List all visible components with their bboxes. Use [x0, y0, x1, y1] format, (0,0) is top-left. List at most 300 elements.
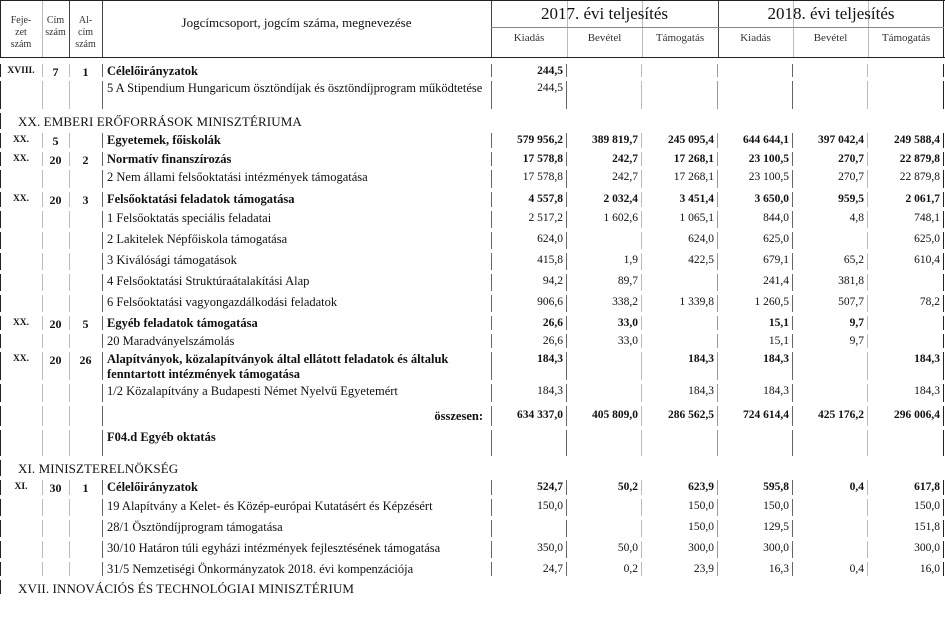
value-bevetel-2018: 0,4 — [849, 563, 864, 575]
cell-border — [566, 81, 567, 109]
chapter-number: XX. — [12, 354, 30, 364]
value-kiadas-2017: 94,2 — [542, 275, 563, 287]
item-description: Egyetemek, főiskolák — [107, 133, 221, 147]
value-bevetel-2017: 33,0 — [617, 317, 638, 329]
cell-border — [717, 64, 718, 77]
cell-border — [943, 562, 944, 576]
group-row — [0, 314, 945, 332]
item-description: 28/1 Ösztöndíjprogram támogatása — [107, 520, 283, 534]
section-heading-row — [0, 111, 945, 131]
value-tamogatas-2017: 624,0 — [688, 233, 714, 245]
cell-border — [42, 406, 43, 426]
cell-border — [943, 352, 944, 380]
value-kiadas-2017: 17 578,8 — [522, 171, 563, 183]
cell-border — [102, 81, 103, 109]
cell-border — [943, 170, 944, 188]
value-tamogatas-2017: 184,3 — [688, 385, 714, 397]
value-bevetel-2018: 65,2 — [843, 254, 864, 266]
cell-border — [641, 64, 642, 77]
cell-border — [69, 406, 70, 426]
item-row — [0, 332, 945, 350]
table-body — [0, 62, 945, 596]
item-description: 31/5 Nemzetiségi Önkormányzatok 2018. évi kompenzációja — [107, 562, 414, 576]
cell-border — [0, 406, 1, 426]
subtitle-number: 3 — [82, 193, 89, 207]
cell-border — [641, 316, 642, 330]
cell-border — [943, 81, 944, 109]
value-tamogatas-2017: 1 065,1 — [679, 212, 714, 224]
cell-border — [42, 253, 43, 270]
chapter-number: XVIII. — [7, 66, 35, 76]
value-kiadas-2018: 15,1 — [768, 335, 789, 347]
cell-border — [0, 384, 1, 402]
value-kiadas-2017: 624,0 — [537, 233, 563, 245]
item-description: 19 Alapítvány a Kelet- és Közép-európai Kutatásért és Képzésért — [107, 499, 433, 513]
item-row — [0, 518, 945, 539]
cell-border — [0, 211, 1, 228]
cell-border — [792, 430, 793, 456]
cell-border — [42, 499, 43, 516]
chapter-number: XI. — [14, 482, 28, 492]
value-kiadas-2017: 17 578,8 — [522, 153, 563, 165]
header-fejezet-szam: Feje- zet szám — [10, 15, 32, 50]
value-tamogatas-2018: 184,3 — [914, 385, 940, 397]
value-kiadas-2018: 724 614,4 — [743, 409, 789, 421]
title-number: 20 — [49, 153, 62, 167]
row-border — [0, 113, 1, 129]
cell-border — [42, 170, 43, 188]
item-row — [0, 497, 945, 518]
cell-border — [102, 274, 103, 291]
cell-border — [867, 334, 868, 348]
cell-border — [102, 133, 103, 148]
value-tamogatas-2018: 22 879,8 — [899, 153, 940, 165]
cell-border — [792, 499, 793, 516]
value-kiadas-2017: 415,8 — [537, 254, 563, 266]
cell-border — [867, 81, 868, 109]
value-bevetel-2017: 50,2 — [617, 481, 638, 493]
item-description: 5 A Stipendium Hungaricum ösztöndíjak és ösztöndíjprogram működtetése — [107, 81, 483, 95]
title-number: 30 — [49, 481, 62, 495]
value-tamogatas-2017: 17 268,1 — [673, 153, 714, 165]
value-bevetel-2017: 89,7 — [617, 275, 638, 287]
cell-border — [566, 64, 567, 77]
group-row — [0, 190, 945, 209]
item-description: 3 Kiválósági támogatások — [107, 253, 237, 267]
value-kiadas-2018: 129,5 — [763, 521, 789, 533]
cell-border — [69, 499, 70, 516]
cell-border — [0, 232, 1, 249]
cell-border — [867, 430, 868, 456]
cell-border — [0, 430, 1, 456]
cell-border — [69, 133, 70, 148]
value-kiadas-2017: 579 956,2 — [517, 134, 563, 146]
cell-border — [0, 274, 1, 291]
value-bevetel-2018: 507,7 — [838, 296, 864, 308]
value-kiadas-2018: 184,3 — [763, 353, 789, 365]
value-kiadas-2017: 150,0 — [537, 500, 563, 512]
total-row — [0, 404, 945, 428]
cell-border — [943, 232, 944, 249]
value-tamogatas-2017: 1 339,8 — [679, 296, 714, 308]
cell-border — [566, 352, 567, 380]
value-bevetel-2017: 242,7 — [612, 171, 638, 183]
cell-border — [69, 170, 70, 188]
value-tamogatas-2017: 245 095,4 — [668, 134, 714, 146]
value-kiadas-2017: 906,6 — [537, 296, 563, 308]
value-bevetel-2018: 0,4 — [849, 481, 864, 493]
value-kiadas-2018: 1 260,5 — [754, 296, 789, 308]
cell-border — [42, 81, 43, 109]
item-description: 2 Lakitelek Népfőiskola támogatása — [107, 232, 288, 246]
cell-border — [102, 384, 103, 402]
item-row — [0, 382, 945, 404]
cell-border — [641, 334, 642, 348]
cell-border — [102, 562, 103, 576]
cell-border — [717, 81, 718, 109]
value-bevetel-2018: 959,5 — [838, 193, 864, 205]
value-bevetel-2018: 270,7 — [838, 153, 864, 165]
cell-border — [42, 211, 43, 228]
value-kiadas-2018: 150,0 — [763, 500, 789, 512]
value-kiadas-2017: 350,0 — [537, 542, 563, 554]
value-kiadas-2017: 184,3 — [537, 353, 563, 365]
group-row — [0, 62, 945, 79]
cell-border — [69, 430, 70, 456]
cell-border — [491, 430, 492, 456]
item-description: 1/2 Közalapítvány a Budapesti Német Nyelvű Egyetemért — [107, 384, 398, 398]
cell-border — [42, 541, 43, 558]
item-description: Célelőirányzatok — [107, 480, 198, 494]
value-tamogatas-2017: 150,0 — [688, 521, 714, 533]
cell-border — [69, 211, 70, 228]
title-number: 5 — [52, 134, 59, 148]
cell-border — [69, 295, 70, 312]
cell-border — [0, 562, 1, 576]
subtitle-number: 2 — [82, 153, 89, 167]
value-kiadas-2017: 2 517,2 — [528, 212, 563, 224]
cell-border — [566, 499, 567, 516]
cell-border — [566, 232, 567, 249]
value-kiadas-2017: 244,5 — [537, 65, 563, 77]
cell-border — [102, 352, 103, 380]
row-border — [0, 580, 1, 594]
cell-border — [0, 295, 1, 312]
cell-border — [792, 232, 793, 249]
cell-border — [42, 562, 43, 576]
cell-border — [566, 520, 567, 537]
value-kiadas-2017: 634 337,0 — [517, 409, 563, 421]
item-description: 2 Nem állami felsőoktatási intézmények támogatása — [107, 170, 368, 184]
value-bevetel-2018: 381,8 — [838, 275, 864, 287]
value-tamogatas-2017: 300,0 — [688, 542, 714, 554]
cell-border — [566, 384, 567, 402]
value-tamogatas-2017: 623,9 — [688, 481, 714, 493]
cell-border — [943, 480, 944, 495]
cell-border — [0, 170, 1, 188]
value-kiadas-2018: 241,4 — [763, 275, 789, 287]
subtitle-number: 1 — [82, 481, 89, 495]
subtitle-number: 1 — [82, 65, 89, 79]
value-tamogatas-2018: 16,0 — [919, 563, 940, 575]
value-kiadas-2017: 24,7 — [542, 563, 563, 575]
item-description: 6 Felsőoktatási vagyongazdálkodási feladatok — [107, 295, 338, 309]
cell-border — [69, 562, 70, 576]
cell-border — [69, 334, 70, 348]
cell-border — [641, 274, 642, 291]
cell-border — [0, 541, 1, 558]
cell-border — [943, 192, 944, 207]
value-kiadas-2018: 625,0 — [763, 233, 789, 245]
value-bevetel-2018: 397 042,4 — [818, 134, 864, 146]
cell-border — [943, 499, 944, 516]
value-kiadas-2018: 23 100,5 — [748, 153, 789, 165]
section-heading-row — [0, 578, 945, 596]
cell-border — [0, 520, 1, 537]
cell-border — [943, 384, 944, 402]
title-number: 20 — [49, 317, 62, 331]
value-tamogatas-2017: 286 562,5 — [668, 409, 714, 421]
cell-border — [943, 316, 944, 330]
cell-border — [792, 520, 793, 537]
cell-border — [69, 232, 70, 249]
item-description: Normatív finanszírozás — [107, 152, 232, 166]
cell-border — [102, 152, 103, 166]
total-label: összesen: — [434, 409, 483, 423]
item-description: 4 Felsőoktatási Struktúraátalakítási Alap — [107, 274, 310, 288]
cell-border — [102, 253, 103, 270]
value-kiadas-2017: 26,6 — [542, 335, 563, 347]
header-tamogatas-2018: Támogatás — [881, 32, 931, 44]
chapter-number: XX. — [12, 194, 30, 204]
cell-border — [42, 334, 43, 348]
value-bevetel-2018: 4,8 — [849, 212, 864, 224]
value-bevetel-2017: 338,2 — [612, 296, 638, 308]
cell-border — [943, 133, 944, 148]
header-tamogatas-2017: Támogatás — [655, 32, 705, 44]
cell-border — [42, 232, 43, 249]
title-number: 20 — [49, 193, 62, 207]
value-tamogatas-2018: 610,4 — [914, 254, 940, 266]
item-description: Egyéb feladatok támogatása — [107, 316, 258, 330]
cell-border — [943, 152, 944, 166]
value-tamogatas-2017: 17 268,1 — [673, 171, 714, 183]
cell-border — [102, 480, 103, 495]
cell-border — [566, 430, 567, 456]
item-description: Célelőirányzatok — [107, 64, 198, 78]
cell-border — [943, 406, 944, 426]
cell-border — [867, 316, 868, 330]
cell-border — [943, 334, 944, 348]
value-kiadas-2018: 23 100,5 — [748, 171, 789, 183]
header-year-2017: 2017. évi teljesítés — [540, 4, 668, 23]
value-tamogatas-2018: 151,8 — [914, 521, 940, 533]
cell-border — [491, 520, 492, 537]
value-tamogatas-2018: 748,1 — [914, 212, 940, 224]
item-row — [0, 293, 945, 314]
value-kiadas-2018: 3 650,0 — [754, 193, 789, 205]
cell-border — [792, 352, 793, 380]
value-bevetel-2017: 242,7 — [612, 153, 638, 165]
table-header — [0, 0, 945, 58]
ministry-heading: XVII. INNOVÁCIÓS ÉS TECHNOLÓGIAI MINISZTÉRIUM — [18, 581, 355, 596]
cell-border — [0, 499, 1, 516]
cell-border — [69, 253, 70, 270]
value-kiadas-2018: 16,3 — [768, 563, 789, 575]
value-tamogatas-2018: 625,0 — [914, 233, 940, 245]
value-tamogatas-2018: 296 006,4 — [894, 409, 940, 421]
value-tamogatas-2018: 249 588,4 — [894, 134, 940, 146]
value-tamogatas-2018: 184,3 — [914, 353, 940, 365]
item-row — [0, 539, 945, 560]
value-kiadas-2017: 4 557,8 — [528, 193, 563, 205]
value-kiadas-2018: 184,3 — [763, 385, 789, 397]
item-row — [0, 230, 945, 251]
section-heading-row — [0, 458, 945, 478]
cell-border — [102, 316, 103, 330]
group-row — [0, 350, 945, 382]
item-row — [0, 79, 945, 111]
cell-border — [102, 211, 103, 228]
header-description: Jogcímcsoport, jogcím száma, megnevezése — [181, 15, 412, 30]
cell-border — [102, 334, 103, 348]
cell-border — [792, 64, 793, 77]
cell-border — [42, 520, 43, 537]
cell-border — [867, 64, 868, 77]
item-description: 20 Maradványelszámolás — [107, 334, 235, 348]
item-description: 1 Felsőoktatás speciális feladatai — [107, 211, 272, 225]
cell-border — [102, 170, 103, 188]
value-tamogatas-2018: 150,0 — [914, 500, 940, 512]
value-kiadas-2017: 184,3 — [537, 385, 563, 397]
cell-border — [943, 211, 944, 228]
item-description: F04.d Egyéb oktatás — [107, 430, 216, 444]
cell-border — [102, 520, 103, 537]
group-row — [0, 131, 945, 150]
value-bevetel-2017: 1,9 — [623, 254, 638, 266]
title-number: 20 — [49, 353, 62, 367]
cell-border — [102, 406, 103, 426]
value-tamogatas-2018: 300,0 — [914, 542, 940, 554]
cell-border — [69, 81, 70, 109]
ministry-heading: XX. EMBERI ERŐFORRÁSOK MINISZTÉRIUMA — [18, 114, 302, 129]
cell-border — [0, 253, 1, 270]
value-kiadas-2018: 644 644,1 — [743, 134, 789, 146]
value-tamogatas-2017: 150,0 — [688, 500, 714, 512]
chapter-number: XX. — [12, 135, 30, 145]
cell-border — [102, 192, 103, 207]
cell-border — [42, 430, 43, 456]
chapter-number: XX. — [12, 154, 30, 164]
value-bevetel-2018: 9,7 — [849, 335, 864, 347]
header-kiadas-2018: Kiadás — [740, 32, 771, 44]
cell-border — [69, 520, 70, 537]
header-bevetel-2018: Bevétel — [813, 32, 848, 44]
value-bevetel-2018: 270,7 — [838, 171, 864, 183]
item-row — [0, 560, 945, 578]
value-bevetel-2017: 2 032,4 — [603, 193, 638, 205]
value-tamogatas-2018: 617,8 — [914, 481, 940, 493]
cell-border — [69, 274, 70, 291]
value-tamogatas-2017: 3 451,4 — [679, 193, 714, 205]
row-border — [0, 460, 1, 476]
cell-border — [42, 295, 43, 312]
cell-border — [102, 232, 103, 249]
cell-border — [943, 274, 944, 291]
value-tamogatas-2017: 422,5 — [688, 254, 714, 266]
value-bevetel-2017: 1 602,6 — [603, 212, 638, 224]
cell-border — [42, 384, 43, 402]
chapter-number: XX. — [12, 318, 30, 328]
item-row — [0, 168, 945, 190]
value-kiadas-2017: 524,7 — [537, 481, 563, 493]
header-cim-szam: Cím szám — [45, 15, 66, 38]
cell-border — [792, 81, 793, 109]
value-tamogatas-2017: 23,9 — [693, 563, 714, 575]
cell-border — [102, 295, 103, 312]
value-kiadas-2018: 595,8 — [763, 481, 789, 493]
value-bevetel-2017: 50,0 — [617, 542, 638, 554]
cell-border — [0, 81, 1, 109]
value-tamogatas-2018: 22 879,8 — [899, 171, 940, 183]
value-tamogatas-2018: 78,2 — [919, 296, 940, 308]
subtitle-number: 5 — [82, 317, 89, 331]
value-tamogatas-2018: 2 061,7 — [905, 193, 940, 205]
cell-border — [102, 430, 103, 456]
cell-border — [641, 81, 642, 109]
value-kiadas-2018: 300,0 — [763, 542, 789, 554]
value-bevetel-2017: 389 819,7 — [592, 134, 638, 146]
cell-border — [943, 541, 944, 558]
header-year-2018: 2018. évi teljesítés — [767, 4, 895, 23]
group-row — [0, 478, 945, 497]
item-description: Felsőoktatási feladatok támogatása — [107, 192, 295, 206]
value-kiadas-2018: 679,1 — [763, 254, 789, 266]
subtitle-number: 26 — [79, 353, 92, 367]
title-number: 7 — [52, 65, 59, 79]
cell-border — [943, 430, 944, 456]
header-alcim-szam: Al- cím szám — [75, 15, 96, 50]
cell-border — [943, 295, 944, 312]
value-kiadas-2017: 244,5 — [537, 82, 563, 94]
header-bevetel-2017: Bevétel — [587, 32, 622, 44]
cell-border — [792, 384, 793, 402]
cell-border — [42, 274, 43, 291]
item-description: 30/10 Határon túli egyházi intézmények fejlesztésének támogatása — [107, 541, 441, 555]
value-bevetel-2017: 0,2 — [623, 563, 638, 575]
item-description: Alapítványok, közalapítványok által ellátott feladatok és általuk fenntartott intézmények támogatása — [107, 352, 449, 381]
item-row — [0, 251, 945, 272]
item-row — [0, 272, 945, 293]
cell-border — [69, 541, 70, 558]
value-kiadas-2018: 15,1 — [768, 317, 789, 329]
cell-border — [102, 541, 103, 558]
cell-border — [943, 64, 944, 77]
ministry-heading: XI. MINISZTERELNÖKSÉG — [18, 461, 179, 476]
value-bevetel-2018: 425 176,2 — [818, 409, 864, 421]
group-row — [0, 428, 945, 458]
cell-border — [69, 384, 70, 402]
cell-border — [717, 430, 718, 456]
value-kiadas-2017: 26,6 — [542, 317, 563, 329]
header-kiadas-2017: Kiadás — [513, 32, 545, 44]
cell-border — [943, 253, 944, 270]
value-kiadas-2018: 844,0 — [763, 212, 789, 224]
value-bevetel-2018: 9,7 — [849, 317, 864, 329]
value-bevetel-2017: 405 809,0 — [592, 409, 638, 421]
cell-border — [943, 520, 944, 537]
cell-border — [867, 274, 868, 291]
